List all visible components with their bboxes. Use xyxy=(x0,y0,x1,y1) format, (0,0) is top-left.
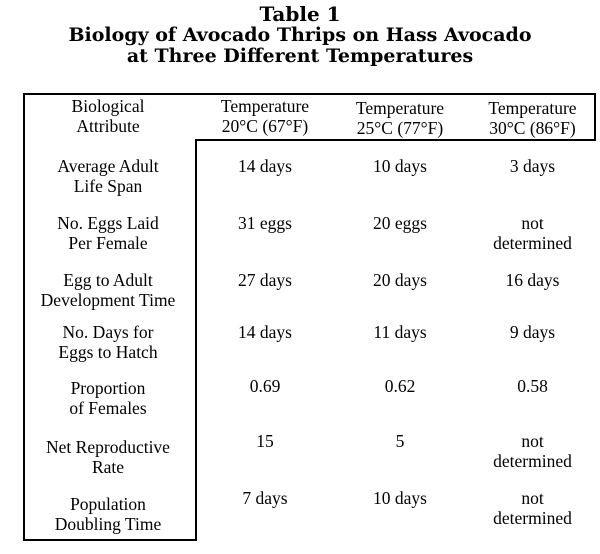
cell-life-span-20c: 14 days xyxy=(238,156,292,176)
cell-life-span-25c: 10 days xyxy=(373,156,427,176)
title-subject: Biology of Avocado Thrips on Hass Avocado xyxy=(68,24,532,46)
row-attribute-development-time: Egg to Adult Development Time xyxy=(40,270,176,310)
cell-net-reproductive-rate-30c: not determined xyxy=(493,431,572,471)
row-attribute-life-span: Average Adult Life Span xyxy=(57,156,159,196)
header-temp-20c: Temperature 20°C (67°F) xyxy=(220,96,310,136)
cell-days-to-hatch-30c: 9 days xyxy=(509,322,556,342)
cell-development-time-25c: 20 days xyxy=(373,270,427,290)
cell-days-to-hatch-20c: 14 days xyxy=(238,322,292,342)
row-attribute-days-to-hatch: No. Days for Eggs to Hatch xyxy=(58,322,158,362)
cell-doubling-time-30c: not determined xyxy=(493,488,572,528)
cell-net-reproductive-rate-20c: 15 xyxy=(256,431,274,451)
header-temp-30c: Temperature 30°C (86°F) xyxy=(488,98,577,138)
cell-proportion-females-20c: 0.69 xyxy=(249,376,281,396)
header-temp-25c: Temperature 25°C (77°F) xyxy=(355,98,445,138)
table-title xyxy=(0,4,600,67)
cell-eggs-laid-25c: 20 eggs xyxy=(373,213,427,233)
row-attribute-proportion-females: Proportion of Females xyxy=(69,378,147,418)
row-attribute-net-reproductive-rate: Net Reproductive Rate xyxy=(46,437,170,477)
cell-proportion-females-25c: 0.62 xyxy=(384,376,416,396)
cell-doubling-time-20c: 7 days xyxy=(242,488,288,508)
row-attribute-eggs-laid: No. Eggs Laid Per Female xyxy=(57,213,159,253)
cell-doubling-time-25c: 10 days xyxy=(373,488,427,508)
cell-development-time-20c: 27 days xyxy=(238,270,292,290)
cell-net-reproductive-rate-25c: 5 xyxy=(395,431,405,451)
header-biological-attribute: Biological Attribute xyxy=(71,96,145,136)
cell-days-to-hatch-25c: 11 days xyxy=(373,322,427,342)
title-conditions: at Three Different Temperatures xyxy=(126,45,474,67)
cell-proportion-females-30c: 0.58 xyxy=(517,376,548,396)
cell-development-time-30c: 16 days xyxy=(505,270,560,290)
row-attribute-doubling-time: Population Doubling Time xyxy=(54,494,162,534)
title-table-number: Table 1 xyxy=(259,2,341,26)
cell-eggs-laid-30c: not determined xyxy=(493,213,572,253)
cell-eggs-laid-20c: 31 eggs xyxy=(238,213,292,233)
cell-life-span-30c: 3 days xyxy=(509,156,556,176)
